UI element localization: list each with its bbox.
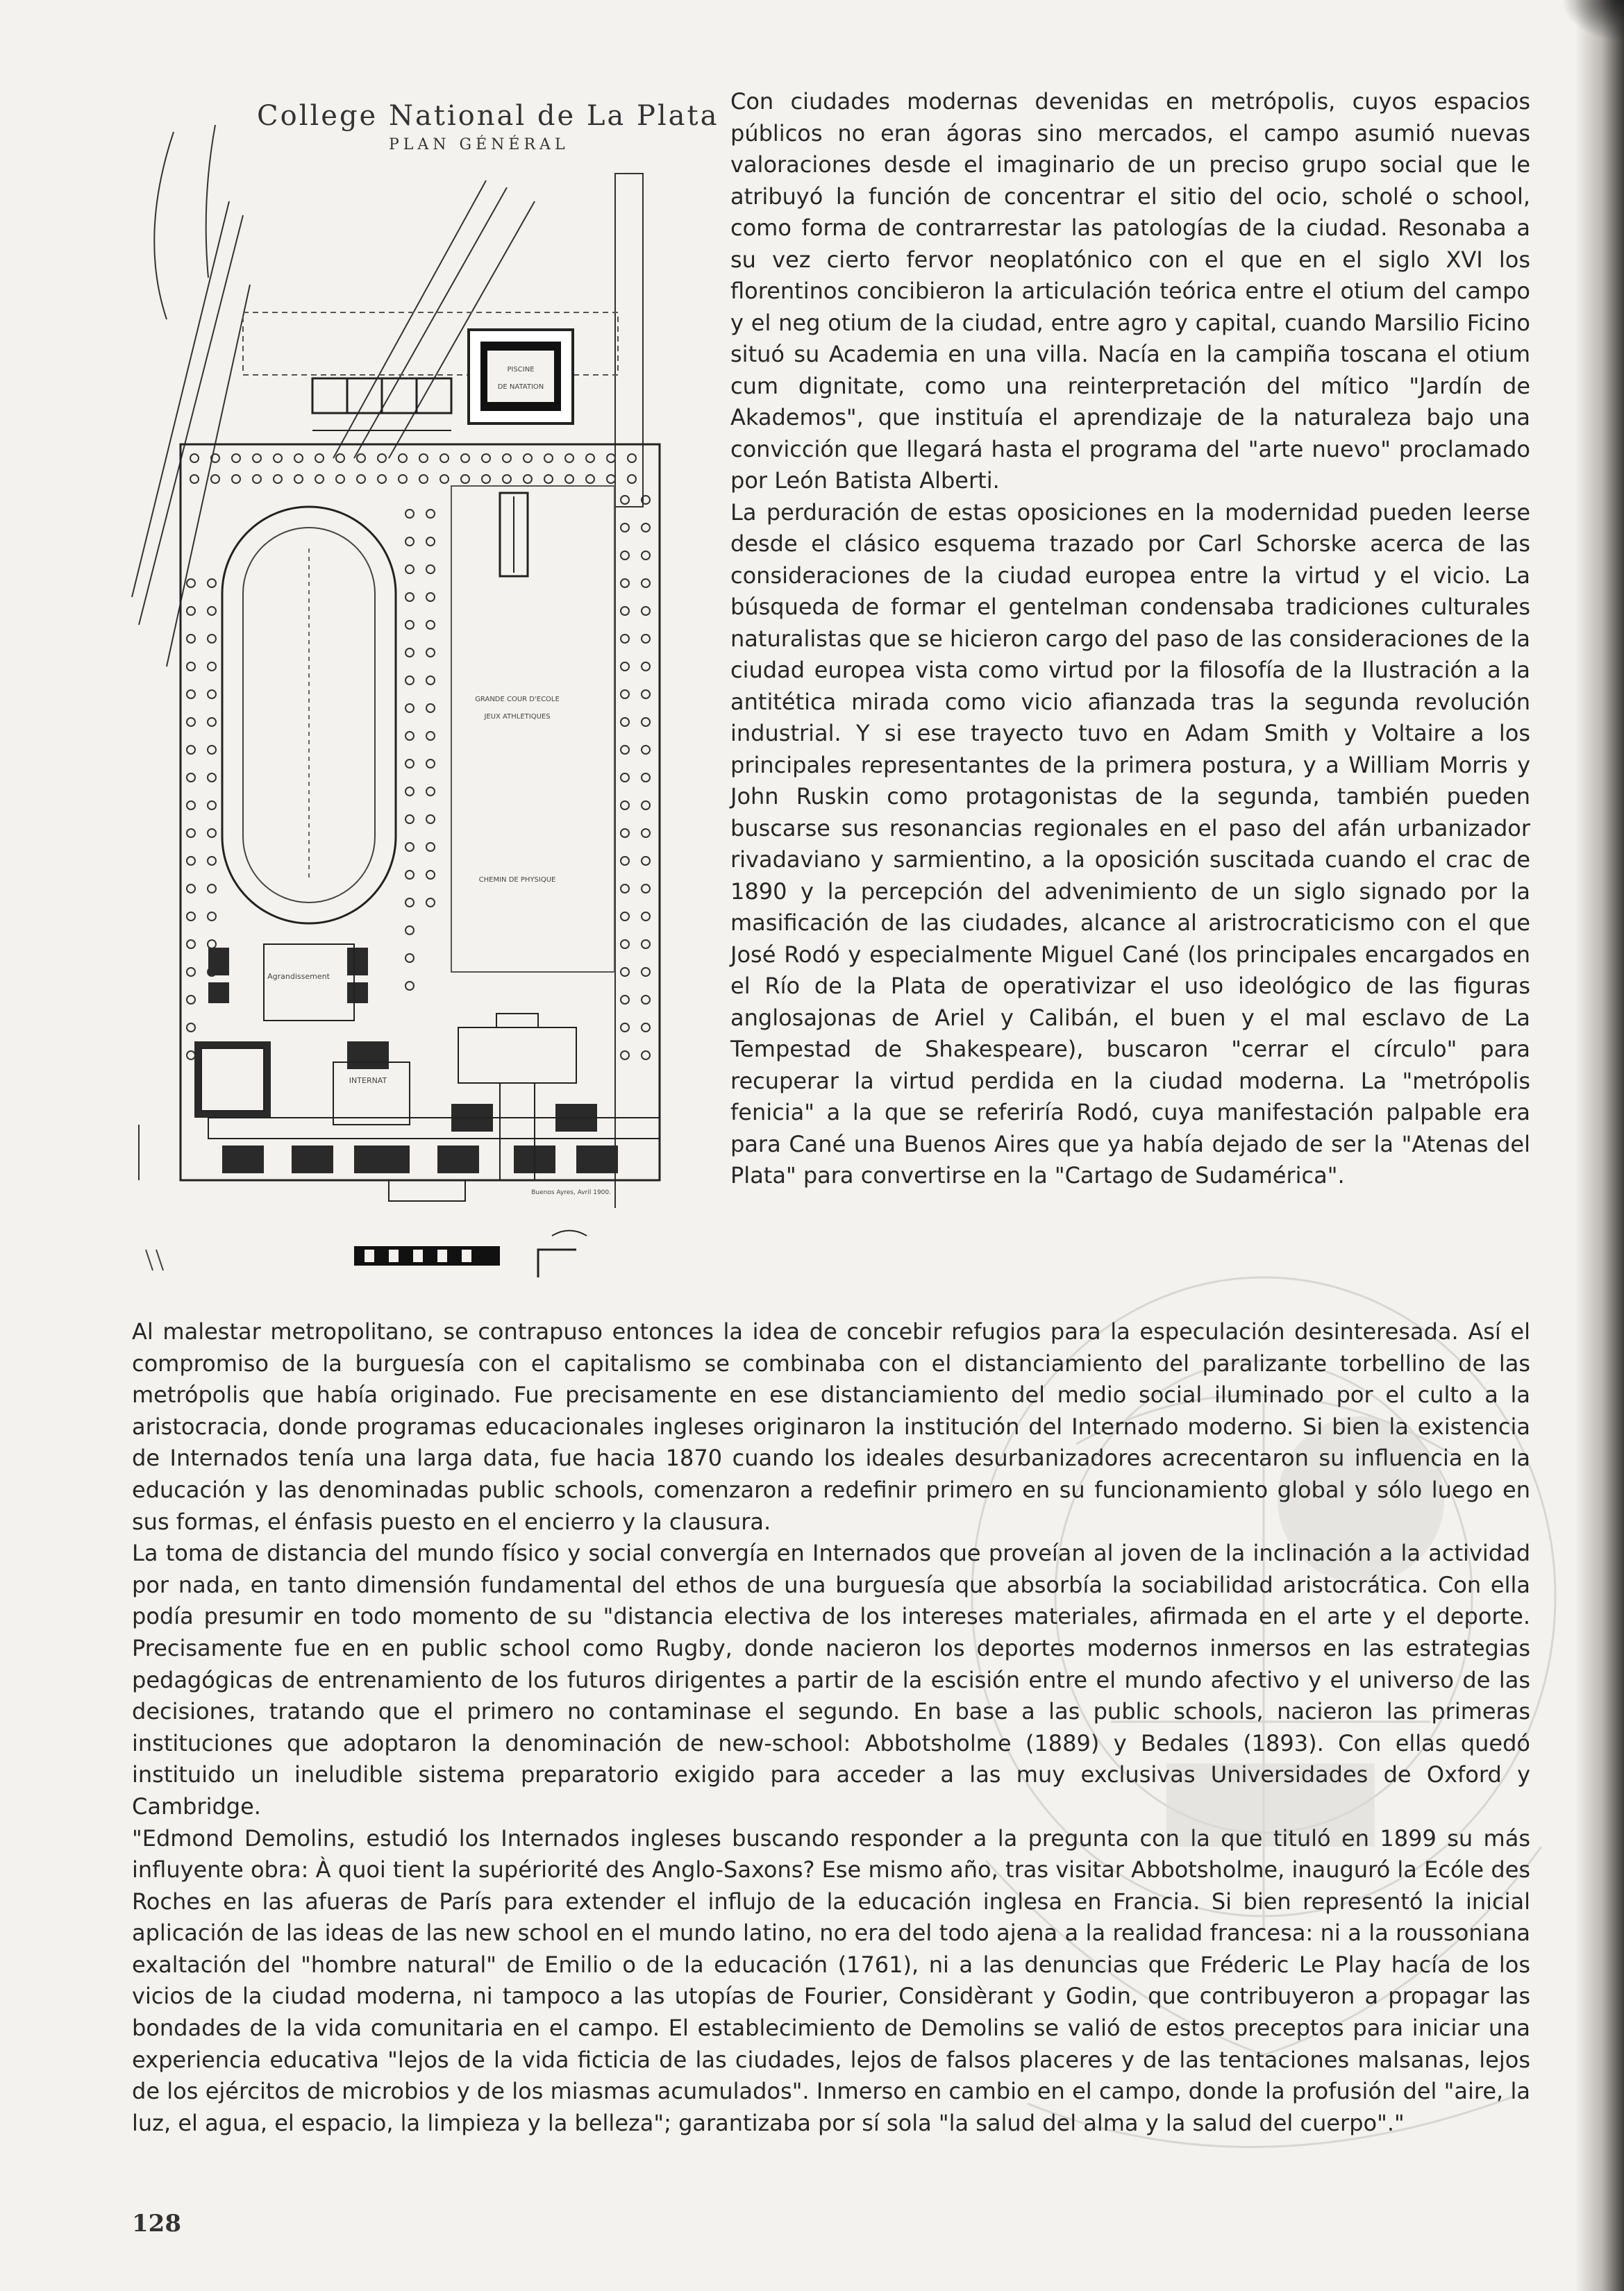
- plan-subtitle: PLAN GÉNÉRAL: [389, 136, 569, 153]
- plan-title: College National de La Plata: [257, 100, 719, 132]
- svg-text:INTERNAT: INTERNAT: [349, 1076, 387, 1085]
- site-plan-drawing: [125, 97, 719, 1281]
- svg-text:Agrandissement: Agrandissement: [267, 972, 330, 981]
- svg-text:JEUX ATHLETIQUES: JEUX ATHLETIQUES: [484, 713, 551, 721]
- lower-body-text: [132, 1316, 1530, 2139]
- svg-text:PISCINE: PISCINE: [507, 366, 535, 374]
- svg-text:DE NATATION: DE NATATION: [497, 383, 544, 391]
- paragraph: Al malestar metropolitano, se contrapuso entonces la idea de concebir refugios para la especulación desinteresada. Así el compromiso de la burguesía con el capitalismo se combinaba con el distanciamiento del paralizante torbellino de las metrópolis que había originado. Fue precisamente en ese distanciamiento del medio social iluminado por el culto a la aristocracia, donde programas educacionales ingleses originaron la institución del Internado moderno. Si bien la existencia de Internados tenía una larga data, fue hacia 1870 cuando los ideales desurbanizadores acrecentaron su influencia en la educación y las denominadas public schools, comenzaron a redefinir primero en su funcionamiento global y sólo luego en sus formas, el énfasis puesto en el encierro y la clausura.: [132, 1318, 1530, 1535]
- right-column-text: [730, 86, 1530, 1192]
- paragraph: La toma de distancia del mundo físico y social convergía en Internados que proveían al joven de la inclinación a la actividad por nada, en tanto dimensión fundamental del ethos de una burguesía que absorbía la sociabilidad aristocrática. Con ella podía presumir en todo momento de su "distancia electiva de los intereses materiales, afirmada en el arte y el deporte. Precisamente fue en en public school como Rugby, donde nacieron los deportes modernos inmersos en las estrategias pedagógicas de entrenamiento de los futuros dirigentes a partir de la escisión entre el mundo afectivo y el universo de las decisiones, tratando que el primero no contaminase el segundo. En base a las public schools, nacieron las primeras instituciones que adoptaron la denominación de new-school: Abbotsholme (1889) y Bedales (1893). Con ellas quedó instituido un ineludible sistema preparatorio exigido para acceder a las muy exclusivas Universidades de Oxford y Cambridge.: [132, 1540, 1530, 1820]
- page-number: 128: [132, 2210, 181, 2238]
- paragraph: Con ciudades modernas devenidas en metrópolis, cuyos espacios públicos no eran ágoras sino mercados, el campo asumió nuevas valoraciones desde el imaginario de un preciso grupo social que le atribuyó la función de concentrar el sitio del ocio, scholé o school, como forma de contrarrestar las patologías de la ciudad. Resonaba a su vez cierto fervor neoplatónico con el que en el siglo XVI los florentinos concibieron la articulación teórica entre el otium del campo y el neg otium de la ciudad, entre agro y capital, cuando Marsilio Ficino situó su Academia en una villa. Nacía en la campiña toscana el otium cum dignitate, como una reinterpretación del mítico "Jardín de Akademos", que instituía el aprendizaje de la naturaleza bajo una convicción que llegará hasta el programa del "arte nuevo" proclamado por León Batista Alberti.: [730, 88, 1530, 494]
- svg-text:Buenos Ayres, Avril 1900.: Buenos Ayres, Avril 1900.: [531, 1189, 611, 1196]
- paragraph: "Edmond Demolins, estudió los Internados ingleses buscando responder a la pregunta con la que tituló en 1899 su más influyente obra: À quoi tient la supériorité des Anglo-Saxons? Ese mismo año, tras visitar Abbotsholme, inauguró la Ecóle des Roches en las afueras de París para extender el influjo de la educación inglesa en Francia. Si bien representó la inicial aplicación de las ideas de las new school en el mundo latino, no era del todo ajena a la realidad francesa: ni a la roussoniana exaltación del "hombre natural" de Emilio o de la educación (1761), ni a las denuncias que Fréderic Le Play hacía de los vicios de la ciudad moderna, ni tampoco a las utopías de Fourier, Considèrant y Godin, que contribuyeron a propagar las bondades de la vida comunitaria en el campo. El establecimiento de Demolins se valió de estos preceptos para iniciar una experiencia educativa "lejos de la vida ficticia de las ciudades, lejos de falsos placeres y de las tentaciones malsanas, lejos de los ejércitos de microbios y de los miasmas acumulados". Inmerso en cambio en el campo, donde la profusión del "aire, la luz, el agua, el espacio, la limpieza y la belleza"; garantizaba por sí sola "la salud del alma y la salud del cuerpo".": [132, 1824, 1530, 2136]
- corner-shadow: [1562, 0, 1624, 42]
- campus-plan-figure: [125, 97, 719, 1281]
- svg-text:CHEMIN DE PHYSIQUE: CHEMIN DE PHYSIQUE: [478, 876, 556, 884]
- paragraph: La perduración de estas oposiciones en la modernidad pueden leerse desde el clásico esquema trazado por Carl Schorske acerca de las consideraciones de la ciudad europea entre la virtud y el vicio. La búsqueda de formar el gentelman condensaba tradiciones culturales naturalistas que se hicieron cargo del paso de las consideraciones de la ciudad europea vista como virtud por la filosofía de la Ilustración a la antitética mirada como vicio afianzada tras la segunda revolución industrial. Y si ese trayecto tuvo en Adam Smith y Voltaire a los principales representantes de la primera postura, y a William Morris y John Ruskin como protagonistas de la segunda, también pueden buscarse sus resonancias regionales en el paso del afán urbanizador rivadaviano y sarmientino, a la oposición suscitada cuando el crac de 1890 y la percepción del advenimiento de un siglo signado por la masificación de las ciudades, alcance al aristrocraticismo con el que José Rodó y especialmente Miguel Cané (los principales encargados en el Río de la Plata de operativizar el uso ideológico de las figuras anglosajonas de Ariel y Calibán, el buen y el mal esclavo de La Tempestad de Shakespeare), buscaron "cerrar el círculo" para recuperar la virtud perdida en la ciudad moderna. La "metrópolis fenicia" a la que se referiría Rodó, cuya manifestación palpable era para Cané una Buenos Aires que ya había dejado de ser la "Atenas del Plata" para convertirse en la "Cartago de Sudamérica".: [730, 498, 1530, 1189]
- svg-text:GRANDE COUR D'ECOLE: GRANDE COUR D'ECOLE: [475, 696, 560, 703]
